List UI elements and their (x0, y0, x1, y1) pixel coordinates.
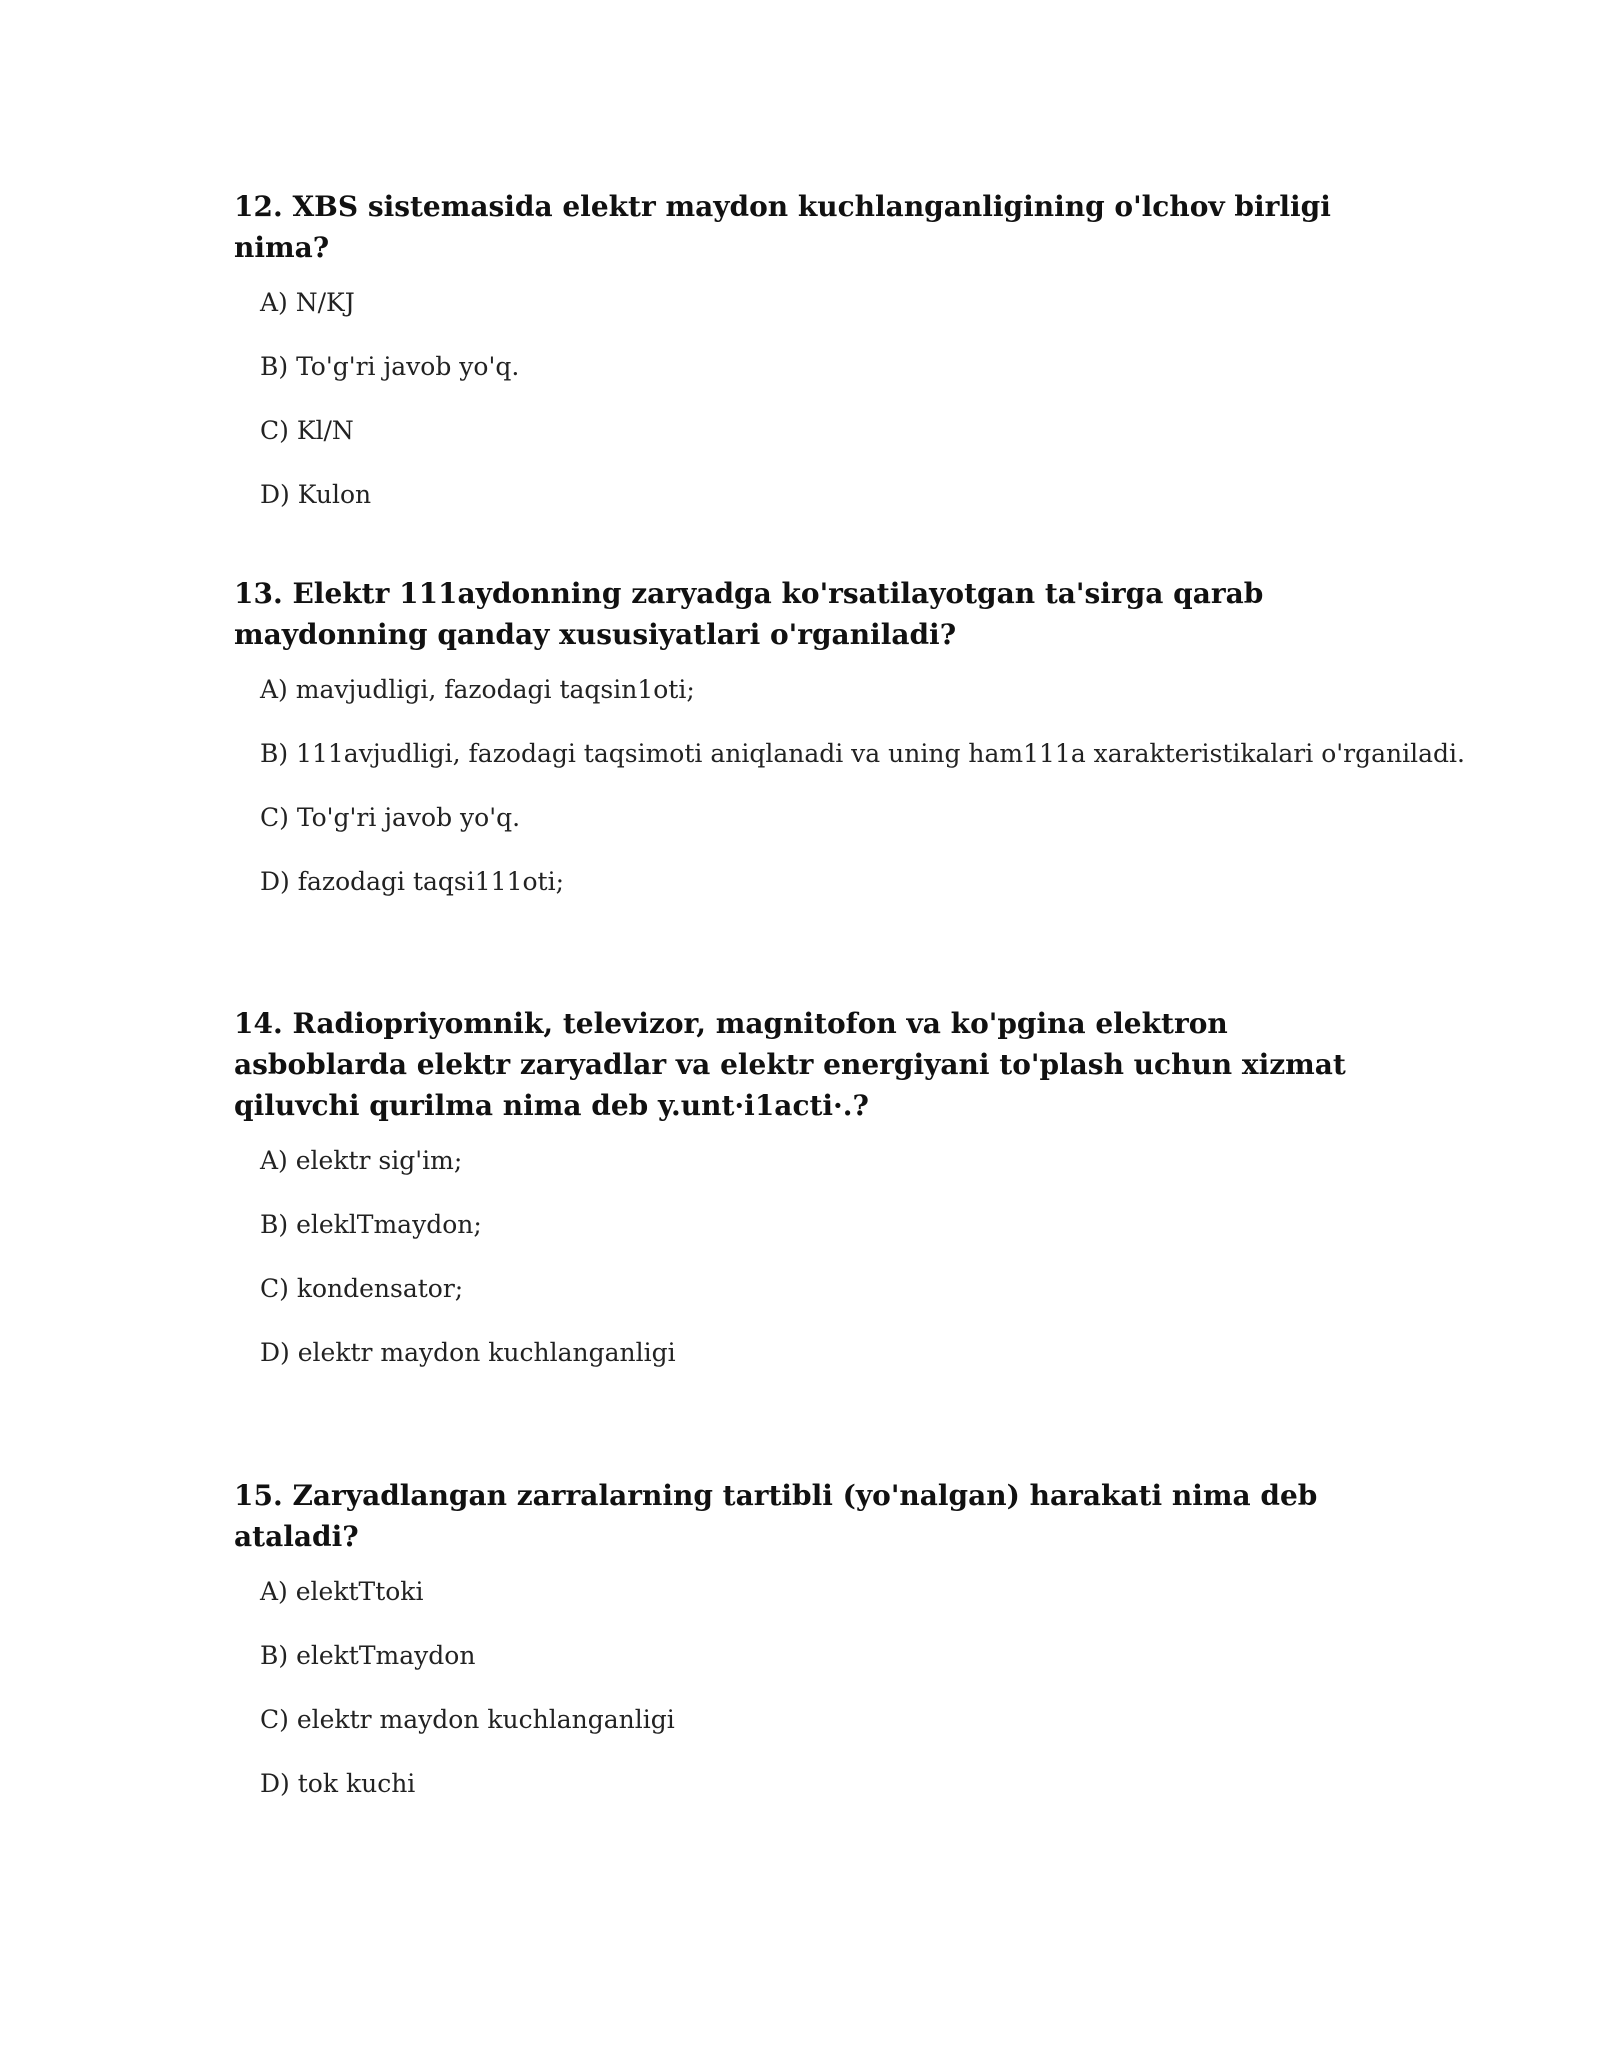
answer-option-d: D) elektr maydon kuchlanganligi (260, 1338, 676, 1367)
answer-options (234, 288, 1384, 510)
question-text: 13. Elektr 111aydonning zaryadga ko'rsatilayotgan ta'sirga qarab maydonning qanday xususiyatlari o'rganiladi? (234, 577, 1264, 651)
answer-option-b: B) eleklTmaydon; (260, 1210, 482, 1239)
answer-option-c: C) Kl/N (260, 416, 354, 445)
answer-option-b: B) 111avjudligi, fazodagi taqsimoti aniqlanadi va uning ham111a xarakteristikalari o'rganiladi. (260, 739, 1465, 768)
answer-option-b: B) elektTmaydon (260, 1641, 476, 1670)
answer-options (234, 1146, 1384, 1368)
answer-options (234, 1577, 1384, 1799)
answer-option-d: D) tok kuchi (260, 1769, 416, 1798)
answer-option-c: C) To'g'ri javob yo'q. (260, 803, 521, 832)
answer-options (234, 675, 1465, 897)
question-text: 14. Radiopriyomnik, televizor, magnitofon va ko'pgina elektron asboblarda elektr zaryadlar va elektr energiyani to'plash uchun xizmat qiluvchi qurilma nima deb y.unt·i1acti·.? (234, 1007, 1346, 1122)
answer-option-a: A) N/KJ (260, 288, 355, 317)
question-text: 15. Zaryadlangan zarralarning tartibli (yo'nalgan) harakati nima deb ataladi? (234, 1479, 1318, 1553)
answer-option-a: A) elektTtoki (260, 1577, 424, 1606)
question-13 (234, 573, 1465, 897)
question-12 (234, 186, 1384, 510)
answer-option-a: A) elektr sig'im; (260, 1146, 463, 1175)
question-14 (234, 1003, 1384, 1368)
question-text: 12. XBS sistemasida elektr maydon kuchlanganligining o'lchov birligi nima? (234, 190, 1331, 264)
answer-option-a: A) mavjudligi, fazodagi taqsin1oti; (260, 675, 695, 704)
answer-option-c: C) kondensator; (260, 1274, 464, 1303)
answer-option-d: D) fazodagi taqsi111oti; (260, 867, 564, 896)
answer-option-d: D) Kulon (260, 480, 372, 509)
question-15 (234, 1475, 1384, 1799)
answer-option-c: C) elektr maydon kuchlanganligi (260, 1705, 675, 1734)
answer-option-b: B) To'g'ri javob yo'q. (260, 352, 520, 381)
